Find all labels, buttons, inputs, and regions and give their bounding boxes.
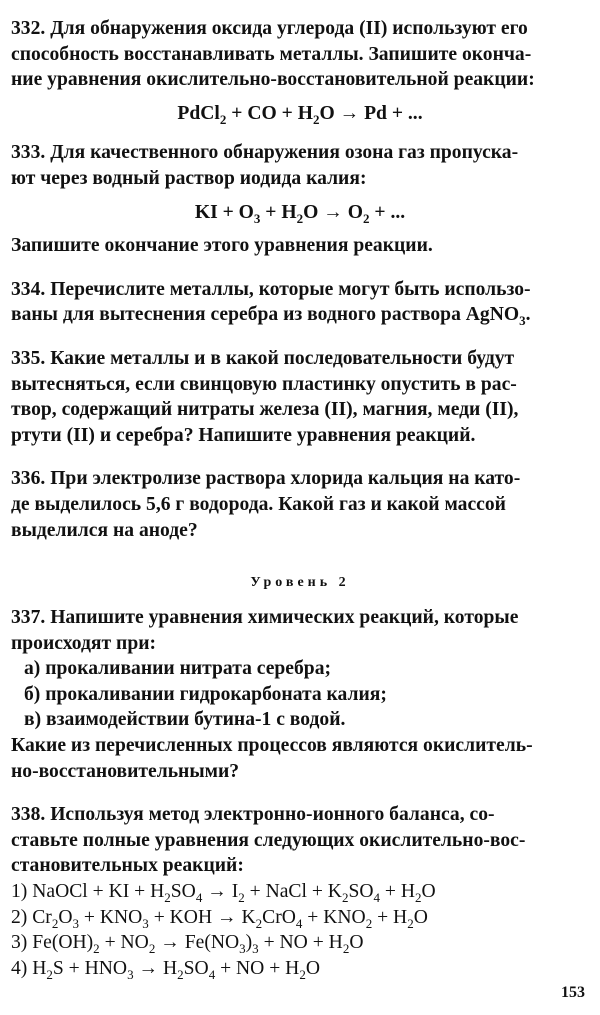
text-line: ваны для вытеснения серебра из водного раствора AgNO$_3$. <box>11 304 531 329</box>
problem-336 <box>11 466 589 543</box>
problem-number: 338. <box>11 804 46 826</box>
problem-number: 336. <box>11 468 46 490</box>
text-line: Перечислите металлы, которые могут быть использо- <box>45 278 531 300</box>
text-line: выделился на аноде? <box>11 519 198 541</box>
problem-334 <box>11 277 589 328</box>
text-line: Какие металлы и в какой последовательности будут <box>45 347 515 369</box>
equation: PdCl$_2$ + CO + $H_2O \to Pd$ + ... <box>177 102 423 127</box>
problem-number: 332. <box>11 18 46 39</box>
text-line: Какие из перечисленных процессов являются окислитель- <box>11 735 533 757</box>
page-number: 153 <box>561 984 585 1001</box>
text-line: становительных реакций: <box>11 855 244 877</box>
problem-number: 333. <box>11 142 46 164</box>
text-line: способность восстанавливать металлы. Запишите оконча- <box>11 43 532 65</box>
problem-332 <box>11 16 589 126</box>
problem-337 <box>11 605 589 784</box>
problem-number: 334. <box>11 278 46 300</box>
text-line: твор, содержащий нитраты железа (II), магния, меди (II), <box>11 399 519 421</box>
problem-333 <box>11 140 589 258</box>
sub-item-b: б) прокаливании гидрокарбоната калия; <box>24 683 387 705</box>
text-line: Напишите уравнения химических реакций, которые <box>45 607 519 629</box>
reaction-4: 4) $H_2S + HNO_3 \to H_2SO_4$ + NO + $H_2O$ <box>11 957 320 982</box>
text-line: вытесняться, если свинцовую пластинку опустить в рас- <box>11 373 517 395</box>
sub-item-a: а) прокаливании нитрата серебра; <box>24 658 332 680</box>
reaction-3: 3) $Fe(OH)_2 + NO_2 \to Fe(NO_3)_3$ + NO + $H_2O$ <box>11 932 364 957</box>
problem-335 <box>11 346 589 448</box>
textbook-page <box>11 16 589 981</box>
text-line: ртути (II) и серебра? Напишите уравнения реакций. <box>11 424 476 446</box>
reaction-1: 1) NaOCl + KI + $H_2SO_4 \to I_2$ + NaCl + $K_2SO_4 + H_2O$ <box>11 881 436 906</box>
text-line: Для качественного обнаружения озона газ пропуска- <box>45 142 519 164</box>
problem-number: 337. <box>11 607 46 629</box>
problem-338 <box>11 802 589 981</box>
text-line: ставьте полные уравнения следующих окислительно-вос- <box>11 829 526 851</box>
text-line: происходят при: <box>11 632 157 654</box>
sub-item-c: в) взаимодействии бутина-1 с водой. <box>24 709 346 731</box>
equation: KI + $O_3 + H_2O \to O_2$ + ... <box>194 201 406 226</box>
text-line: ют через водный раствор иодида калия: <box>11 167 367 189</box>
reaction-2: 2) $Cr_2O_3 + KNO_3$ + KOH → $K_2CrO_4 + KNO_2 + H_2O$ <box>11 906 428 931</box>
text-line: При электролизе раствора хлорида кальция на като- <box>45 468 521 490</box>
text-line: ние уравнения окислительно-восстановительной реакции: <box>11 69 535 91</box>
text-line: Для обнаружения оксида углерода (II) используют его <box>45 18 528 39</box>
level-heading: Уровень 2 <box>250 575 350 591</box>
text-line: Запишите окончание этого уравнения реакции. <box>11 235 433 257</box>
text-line: де выделилось 5,6 г водорода. Какой газ и какой массой <box>11 493 506 515</box>
text-line: Используя метод электронно-ионного баланса, со- <box>45 804 495 826</box>
text-line: но-восстановительными? <box>11 760 240 782</box>
problem-number: 335. <box>11 347 46 369</box>
